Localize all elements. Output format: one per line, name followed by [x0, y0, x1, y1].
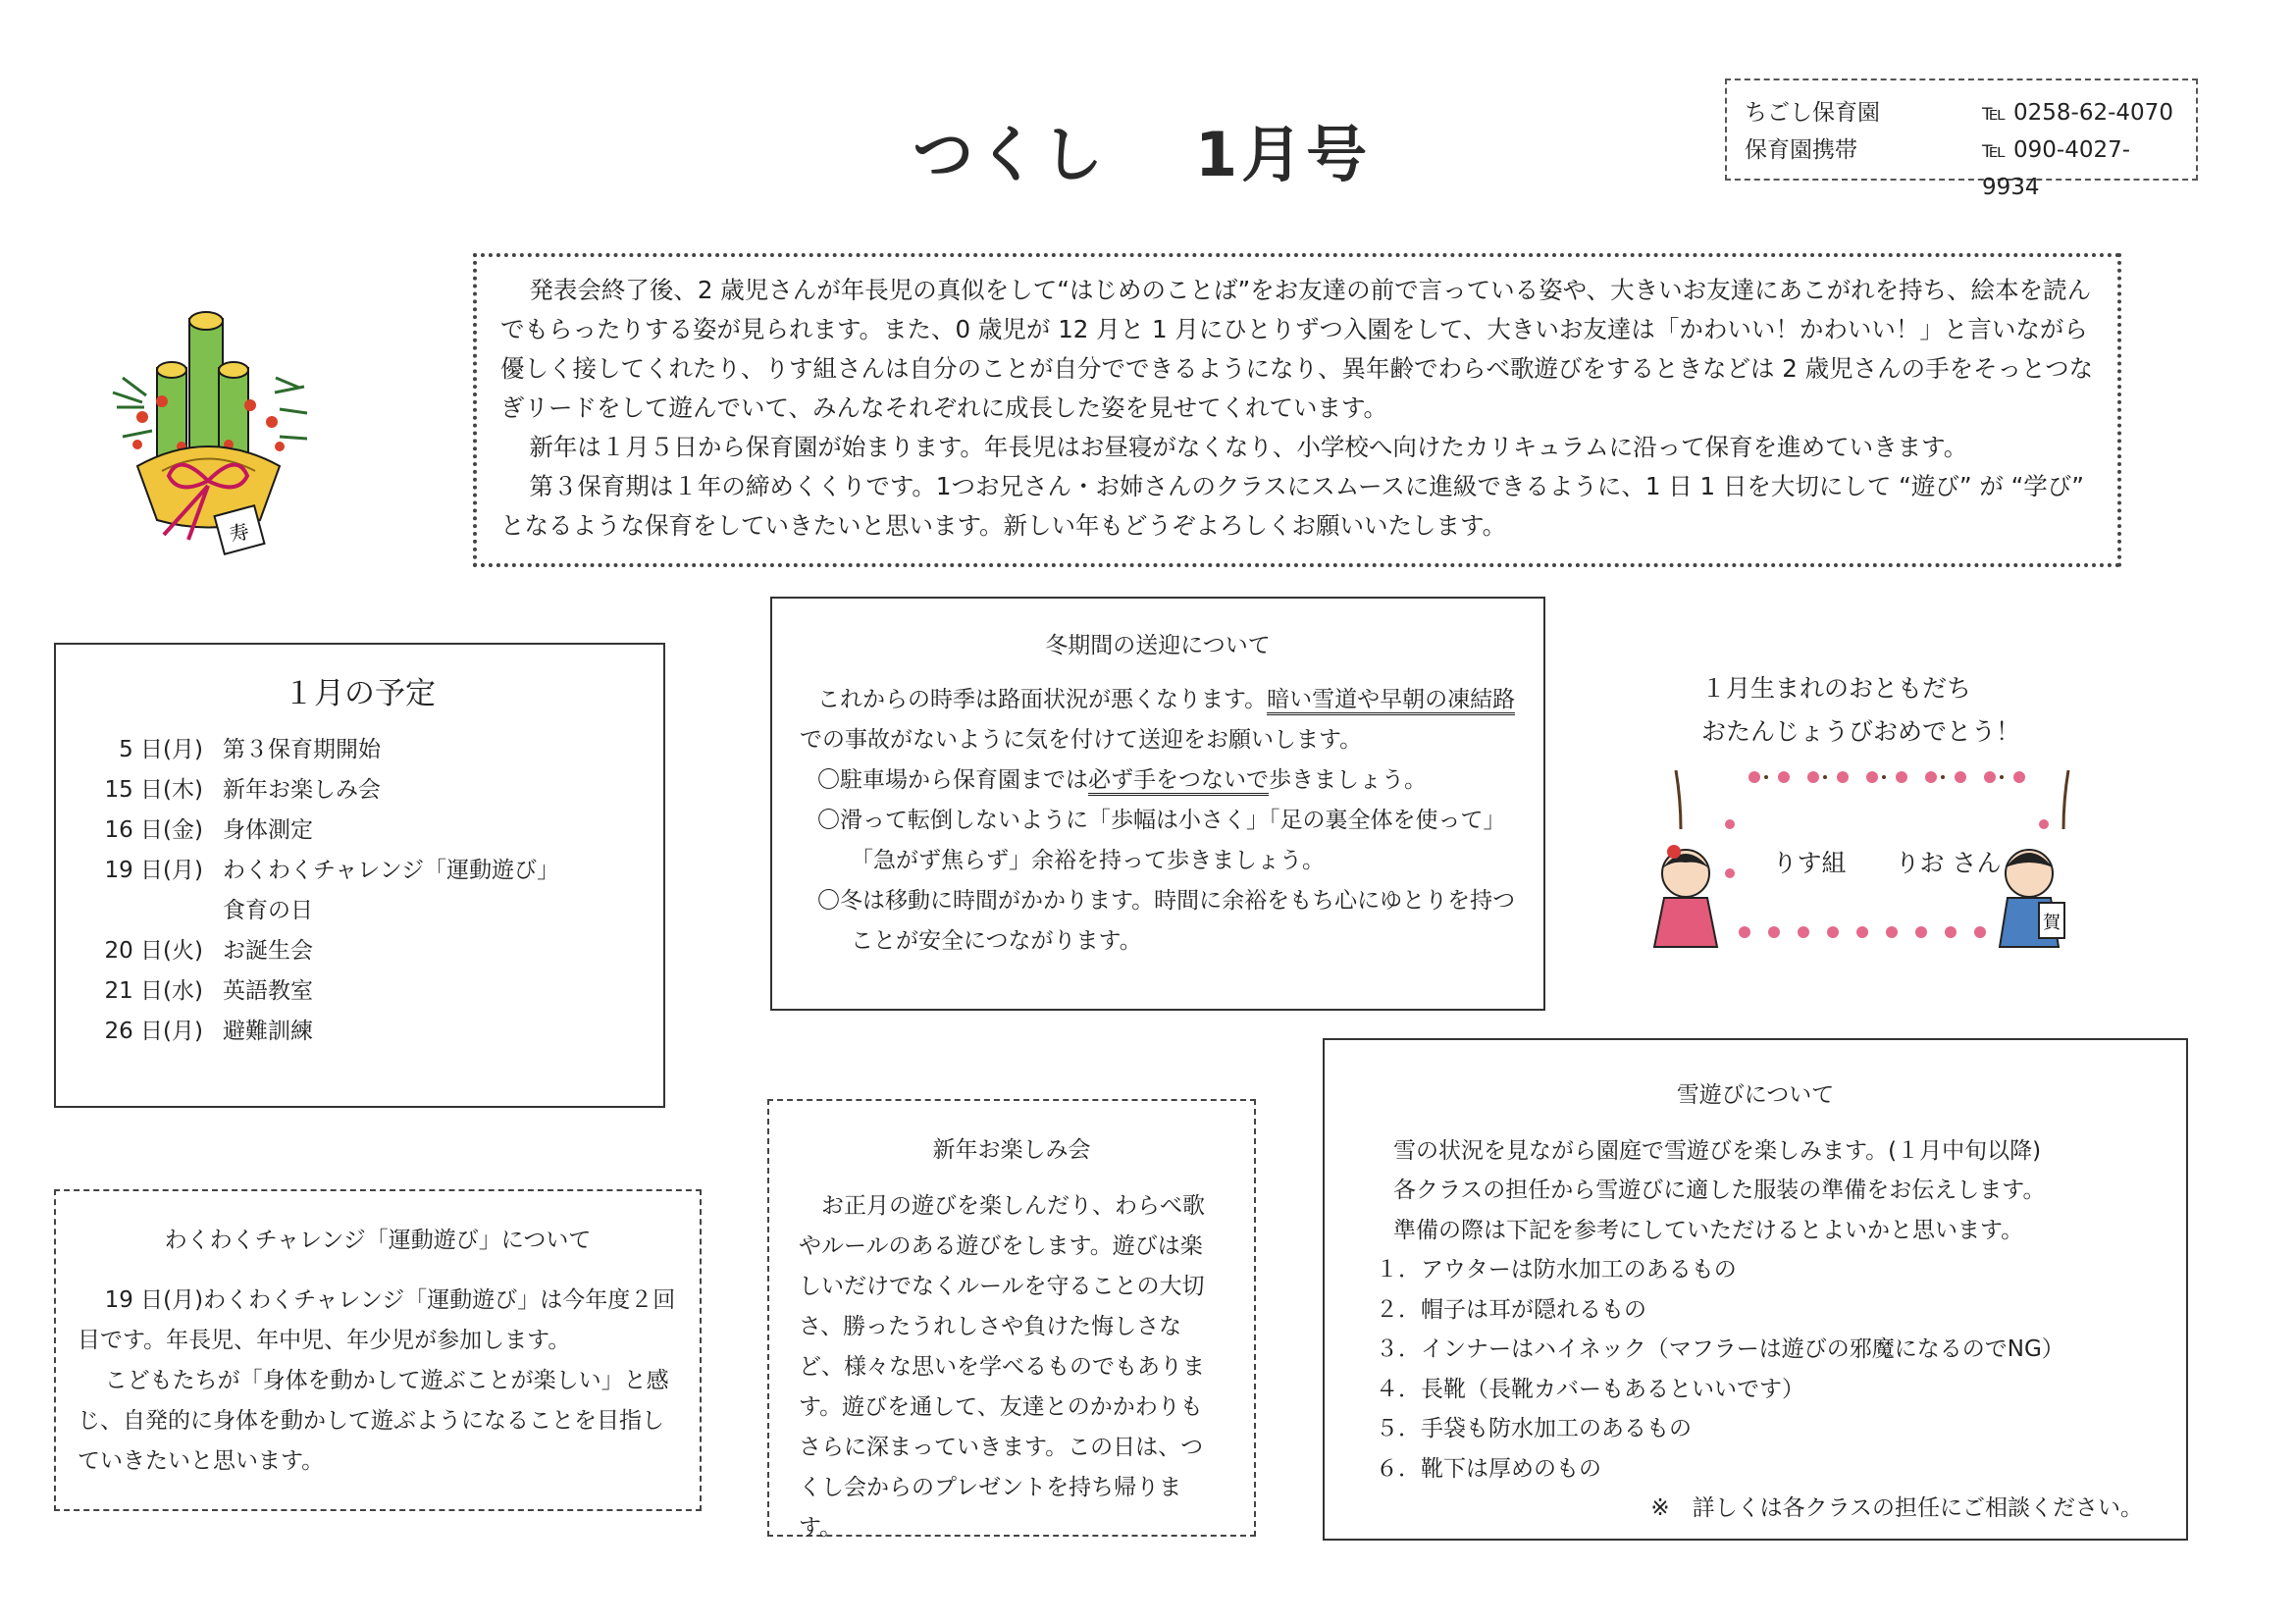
snow-intro-line: 雪の状況を見ながら園庭で雪遊びを楽しみます。(１月中旬以降)	[1393, 1137, 2042, 1164]
snow-play-box	[1323, 1038, 2188, 1541]
schedule-event: 身体測定	[223, 817, 313, 843]
new-year-party-box	[767, 1099, 1256, 1541]
schedule-item	[76, 971, 644, 1012]
winter-line	[800, 760, 1516, 801]
schedule-event: わくわくチャレンジ「運動遊び」	[223, 858, 560, 883]
schedule-item	[76, 1012, 644, 1052]
schedule-date: 5 日(月)	[119, 737, 203, 762]
schedule-date: 19 日(月)	[104, 858, 203, 883]
intro-paragraph: 発表会終了後、2 歳児さんが年長児の真似をして“はじめのことば”をお友達の前で言っている姿や、大きいお友達にあこがれを持ち、絵本を読んでもらったりする姿が見られます。また、0 歳児が 12 月と 1 月にひとりずつ入園をして、大きいお友達は「かわいい！かわいい！」と言いながら優しく接してくれたり、りす組さんは自分のことが自分でできるようになり、異年齢でわらべ歌遊びをするときなどは 2 歳児さんの手をそっとつなぎリードをして遊んでいて、みんなそれぞれに成長した姿を見せてくれています。	[500, 276, 2094, 422]
schedule-date: 21 日(水)	[104, 978, 203, 1004]
waku-title: わくわくチャレンジ「運動遊び」について	[164, 1228, 592, 1253]
schedule-date: 20 日(火)	[104, 938, 203, 964]
snow-item: ２．帽子は耳が隠れるもの	[1376, 1296, 1646, 1323]
contact-box	[1725, 79, 2198, 200]
schedule-title: １月の予定	[284, 676, 436, 711]
stamp-label: 寿	[227, 518, 252, 548]
schedule-item	[76, 891, 644, 931]
card-label: 賀	[2043, 913, 2061, 933]
schedule-box	[54, 643, 665, 1108]
title-name: つくし	[913, 119, 1108, 190]
birthday-frame	[1637, 765, 2088, 952]
page-title	[913, 106, 1371, 193]
schedule-event: 食育の日	[223, 898, 313, 923]
new-year-title: 新年お楽しみ会	[932, 1137, 1091, 1163]
contact-name: ちごし保育園	[1745, 100, 1880, 126]
snow-item: ６．靴下は厚めのもの	[1376, 1455, 1601, 1482]
intro-paragraph: 第３保育期は１年の締めくくりです。1つお兄さん・お姉さんのクラスにスムースに進級できるように、1 日 1 日を大切にして “遊び” が “学び” となるような保育をしていきたいと思います。新しい年もどうぞよろしくお願いいたします。	[500, 472, 2084, 540]
waku-paragraph: こどもたちが「身体を動かして遊ぶことが楽しい」と感じ、自発的に身体を動かして遊ぶようになることを目指していきたいと思います。	[78, 1368, 669, 1474]
winter-line: ことが安全につながります。	[851, 928, 1142, 954]
schedule-item	[76, 931, 644, 971]
kadomatsu-illustration	[103, 299, 314, 559]
birthday-heading: １月生まれのおともだち	[1701, 674, 1972, 703]
snow-item: ３．インナーはハイネック（マフラーは遊びの邪魔になるのでNG）	[1376, 1336, 2064, 1362]
winter-line: 〇滑って転倒しないように「歩幅は小さく」「足の裏全体を使って」	[817, 808, 1506, 833]
schedule-item	[76, 851, 644, 891]
winter-line	[800, 680, 1516, 720]
winter-title: 冬期間の送迎について	[1045, 633, 1271, 658]
schedule-date: 15 日(木)	[104, 777, 203, 803]
contact-tel: ℡ 090-4027-9934	[1982, 137, 2131, 200]
winter-emphasis: 暗い雪道や早朝の凍結路	[1267, 687, 1515, 715]
winter-commute-box	[770, 597, 1545, 1011]
contact-row	[1745, 94, 2178, 131]
intro-paragraph: 新年は１月５日から保育園が始まります。年長児はお昼寝がなくなり、小学校へ向けたカリキュラムに沿って保育を進めていきます。	[529, 433, 1968, 461]
schedule-item	[76, 811, 644, 851]
snow-item: １．アウターは防水加工のあるもの	[1376, 1257, 1737, 1283]
contact-tel: ℡ 0258-62-4070	[1982, 100, 2173, 126]
winter-line: 「急がず焦らず」余裕を持って歩きましょう。	[851, 848, 1325, 873]
snow-item: ５．手袋も防水加工のあるもの	[1376, 1416, 1692, 1441]
birthday-child-name: りす組 りお さん	[1772, 849, 2002, 877]
winter-line: での事故がないように気を付けて送迎をお願いします。	[800, 727, 1363, 753]
winter-text: 〇駐車場から保育園までは	[817, 767, 1088, 793]
schedule-date: 26 日(月)	[104, 1019, 203, 1044]
winter-emphasis: 必ず手をつないで	[1088, 767, 1269, 796]
contact-name: 保育園携帯	[1745, 137, 1857, 163]
schedule-date: 16 日(金)	[104, 817, 203, 843]
waku-paragraph: 19 日(月)わくわくチャレンジ「運動遊び」は今年度２回目です。年長児、年中児、年少児が参加します。	[78, 1287, 676, 1353]
title-issue: 1月号	[1195, 119, 1372, 190]
birthday-section	[1619, 667, 2208, 754]
schedule-event: 英語教室	[223, 978, 313, 1004]
snow-note: ※ 詳しくは各クラスの担任にご相談ください。	[1650, 1495, 2143, 1521]
winter-text: これからの時季は路面状況が悪くなります。	[817, 687, 1268, 712]
snow-title: 雪遊びについて	[1676, 1082, 1835, 1108]
new-year-paragraph: お正月の遊びを楽しんだり、わらべ歌やルールのある遊びをします。遊びは楽しいだけでなくルールを守ることの大切さ、勝ったうれしさや負けた悔しさなど、様々な思いを学べるものでもあります。遊びを通して、友達とのかかわりもさらに深まっていきます。この日は、つくし会からのプレゼントを持ち帰ります。	[799, 1193, 1205, 1541]
snow-intro-line: 各クラスの担任から雪遊びに適した服装の準備をお伝えします。	[1393, 1178, 2046, 1203]
schedule-event: お誕生会	[223, 938, 313, 964]
winter-line: 〇冬は移動に時間がかかります。時間に余裕をもち心にゆとりを持つ	[817, 888, 1516, 914]
schedule-date	[76, 891, 223, 931]
contact-row	[1745, 131, 2178, 206]
winter-text: 歩きましょう。	[1269, 767, 1427, 793]
waku-challenge-box	[54, 1189, 702, 1511]
birthday-message: おたんじょうびおめでとう！	[1701, 717, 2021, 746]
intro-box	[473, 253, 2121, 567]
schedule-event: 新年お楽しみ会	[223, 777, 381, 803]
snow-item: ４．長靴（長靴カバーもあるといいです）	[1376, 1376, 1804, 1402]
schedule-event: 第３保育期開始	[223, 737, 381, 762]
schedule-event: 避難訓練	[223, 1019, 313, 1044]
schedule-item	[76, 770, 644, 811]
snow-intro-line: 準備の際は下記を参考にしていただけるとよいかと思います。	[1393, 1217, 2024, 1243]
schedule-item	[76, 730, 644, 770]
